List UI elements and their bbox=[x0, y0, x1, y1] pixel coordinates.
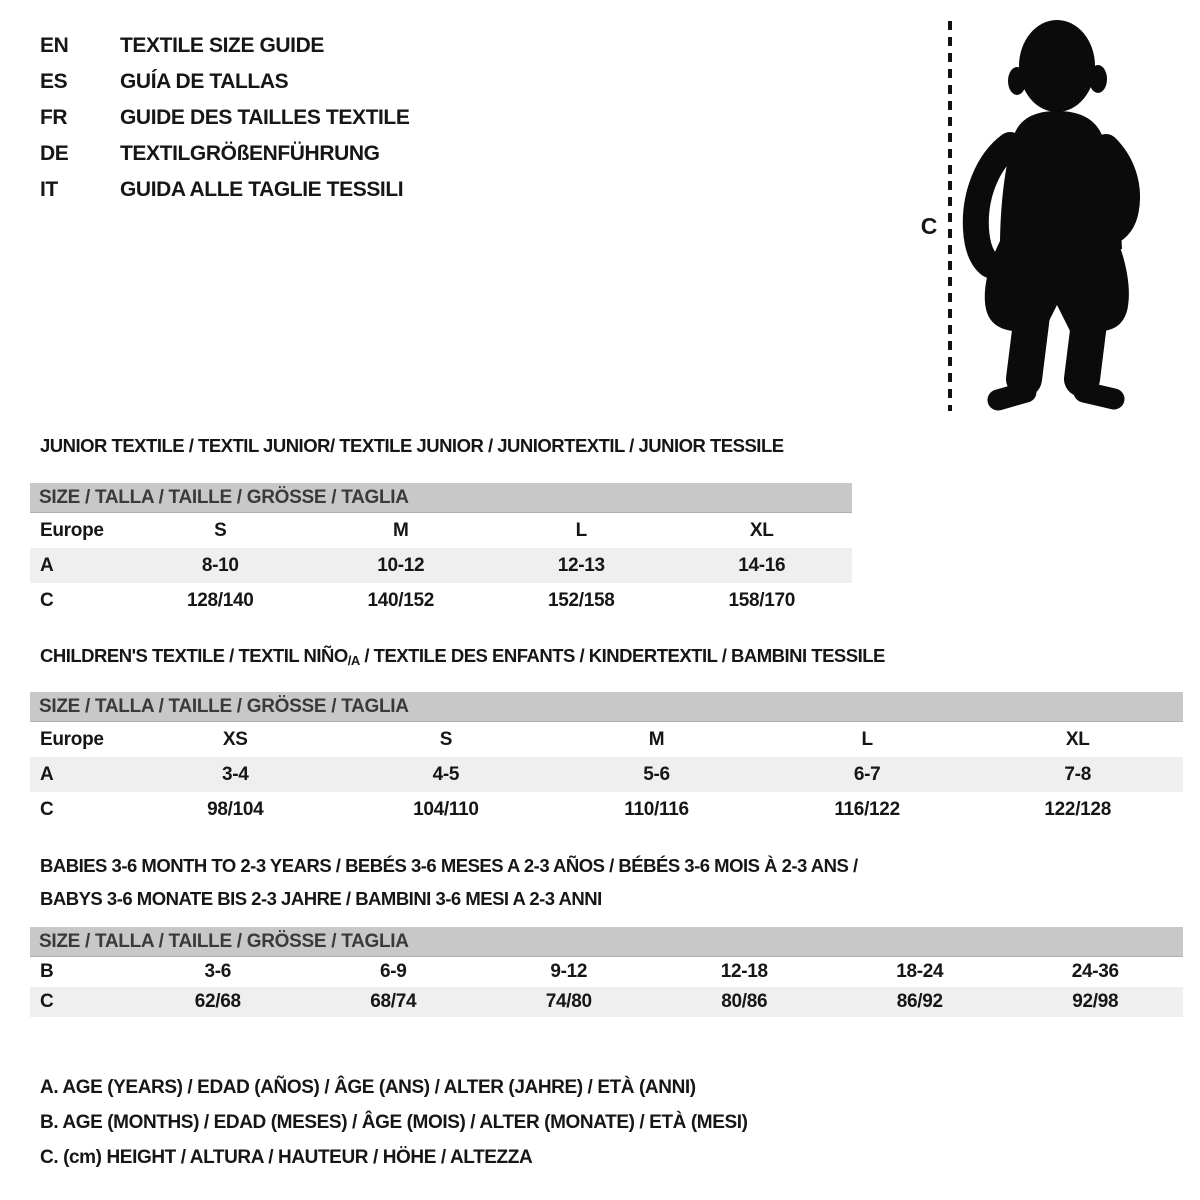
size-table-babies bbox=[30, 927, 1183, 1017]
size-cell: M bbox=[392, 519, 409, 541]
lang-label: GUIDA ALLE TAGLIE TESSILI bbox=[120, 178, 404, 201]
row-label: Europe bbox=[40, 519, 104, 541]
table-row-age bbox=[30, 757, 1183, 792]
row-label: Europe bbox=[40, 728, 104, 750]
height-cell: 128/140 bbox=[186, 589, 254, 611]
table-row-months bbox=[30, 957, 1183, 987]
row-label: A bbox=[40, 554, 54, 576]
row-label: B bbox=[40, 961, 54, 982]
height-cell: 110/116 bbox=[624, 798, 689, 820]
lang-row-en bbox=[40, 28, 409, 64]
lang-label: GUÍA DE TALLAS bbox=[120, 70, 289, 93]
height-cell: 86/92 bbox=[896, 991, 943, 1012]
lang-code: EN bbox=[40, 34, 69, 57]
height-cell: 140/152 bbox=[367, 589, 435, 611]
table-header-bar: SIZE / TALLA / TAILLE / GRÖSSE / TAGLIA bbox=[30, 483, 852, 513]
size-cell: M bbox=[648, 728, 665, 750]
table-header-bar: SIZE / TALLA / TAILLE / GRÖSSE / TAGLIA bbox=[30, 927, 1183, 957]
height-cell: 80/86 bbox=[721, 991, 768, 1012]
table-row-europe bbox=[30, 513, 852, 548]
row-label: C bbox=[40, 798, 54, 820]
babies-title-line1: BABIES 3-6 MONTH TO 2-3 YEARS / BEBÉS 3-6 MESES A 2-3 AÑOS / BÉBÉS 3-6 MOIS À 2-3 ANS / bbox=[40, 855, 858, 876]
height-cell: 74/80 bbox=[545, 991, 592, 1012]
size-table-children bbox=[30, 692, 1183, 827]
title-sub-text: /A bbox=[347, 653, 360, 668]
height-cell: 116/122 bbox=[834, 798, 900, 820]
row-label: C bbox=[40, 991, 54, 1012]
table-row-age bbox=[30, 548, 852, 583]
size-cell: S bbox=[214, 519, 227, 541]
height-measure-figure bbox=[905, 15, 1155, 417]
table-row-height bbox=[30, 792, 1183, 827]
babies-title-line2: BABYS 3-6 MONATE BIS 2-3 JAHRE / BAMBINI 3-6 MESI A 2-3 ANNI bbox=[40, 887, 602, 909]
table-header-bar: SIZE / TALLA / TAILLE / GRÖSSE / TAGLIA bbox=[30, 692, 1183, 722]
size-cell: XL bbox=[1065, 728, 1090, 750]
lang-code: DE bbox=[40, 142, 69, 165]
title-text: CHILDREN'S TEXTILE / TEXTIL NIÑO bbox=[40, 645, 348, 666]
note-age-months: B. AGE (MONTHS) / EDAD (MESES) / ÂGE (MOIS) / ALTER (MONATE) / ETÀ (MESI) bbox=[40, 1112, 748, 1133]
lang-label: TEXTILGRÖßENFÜHRUNG bbox=[120, 142, 380, 165]
height-cell: 98/104 bbox=[207, 798, 264, 820]
lang-code: FR bbox=[40, 106, 68, 129]
title-text: / TEXTILE DES ENFANTS / KINDERTEXTIL / BAMBINI TESSILE bbox=[359, 645, 885, 666]
lang-code: IT bbox=[40, 178, 58, 201]
table-row-height bbox=[30, 987, 1183, 1017]
toddler-silhouette bbox=[960, 15, 1140, 420]
lang-row-de bbox=[40, 136, 409, 172]
size-cell: L bbox=[575, 519, 587, 541]
section-title-junior: JUNIOR TEXTILE / TEXTIL JUNIOR/ TEXTILE JUNIOR / JUNIORTEXTIL / JUNIOR TESSILE bbox=[40, 435, 784, 456]
size-cell: XS bbox=[222, 728, 248, 750]
age-cell: 8-10 bbox=[201, 554, 239, 576]
age-cell: 7-8 bbox=[1064, 763, 1091, 785]
height-cell: 158/170 bbox=[728, 589, 796, 611]
size-cell: XL bbox=[749, 519, 774, 541]
height-cell: 122/128 bbox=[1044, 798, 1111, 820]
months-cell: 9-12 bbox=[550, 961, 588, 982]
age-cell: 14-16 bbox=[738, 554, 786, 576]
age-cell: 10-12 bbox=[377, 554, 425, 576]
table-row-europe bbox=[30, 722, 1183, 757]
size-table-junior bbox=[30, 483, 852, 618]
section-title-children bbox=[40, 645, 885, 668]
row-label: C bbox=[40, 589, 54, 611]
legend-notes bbox=[40, 1070, 748, 1175]
height-cell: 92/98 bbox=[1072, 991, 1119, 1012]
lang-label: GUIDE DES TAILLES TEXTILE bbox=[120, 106, 410, 129]
height-cell: 62/68 bbox=[194, 991, 241, 1012]
months-cell: 3-6 bbox=[204, 961, 232, 982]
note-age-years: A. AGE (YEARS) / EDAD (AÑOS) / ÂGE (ANS) / ALTER (JAHRE) / ETÀ (ANNI) bbox=[40, 1077, 696, 1098]
measure-label-c: C bbox=[920, 213, 938, 239]
months-cell: 12-18 bbox=[720, 961, 768, 982]
lang-row-es bbox=[40, 64, 409, 100]
months-cell: 18-24 bbox=[896, 961, 944, 982]
months-cell: 6-9 bbox=[379, 961, 407, 982]
lang-code: ES bbox=[40, 70, 68, 93]
height-cell: 104/110 bbox=[413, 798, 479, 820]
height-cell: 68/74 bbox=[370, 991, 417, 1012]
height-dashed-line bbox=[946, 17, 954, 420]
height-cell: 152/158 bbox=[547, 589, 615, 611]
table-row-height bbox=[30, 583, 852, 618]
lang-row-it bbox=[40, 172, 409, 208]
note-height-cm: C. (cm) HEIGHT / ALTURA / HAUTEUR / HÖHE / ALTEZZA bbox=[40, 1147, 533, 1168]
age-cell: 12-13 bbox=[557, 554, 605, 576]
lang-label: TEXTILE SIZE GUIDE bbox=[120, 34, 324, 57]
language-legend bbox=[40, 28, 409, 208]
age-cell: 4-5 bbox=[432, 763, 460, 785]
months-cell: 24-36 bbox=[1071, 961, 1119, 982]
age-cell: 6-7 bbox=[853, 763, 881, 785]
age-cell: 5-6 bbox=[643, 763, 670, 785]
size-cell: S bbox=[439, 728, 453, 750]
lang-row-fr bbox=[40, 100, 409, 136]
age-cell: 3-4 bbox=[222, 763, 249, 785]
row-label: A bbox=[40, 763, 54, 785]
size-cell: L bbox=[861, 728, 873, 750]
section-title-babies bbox=[40, 850, 990, 915]
